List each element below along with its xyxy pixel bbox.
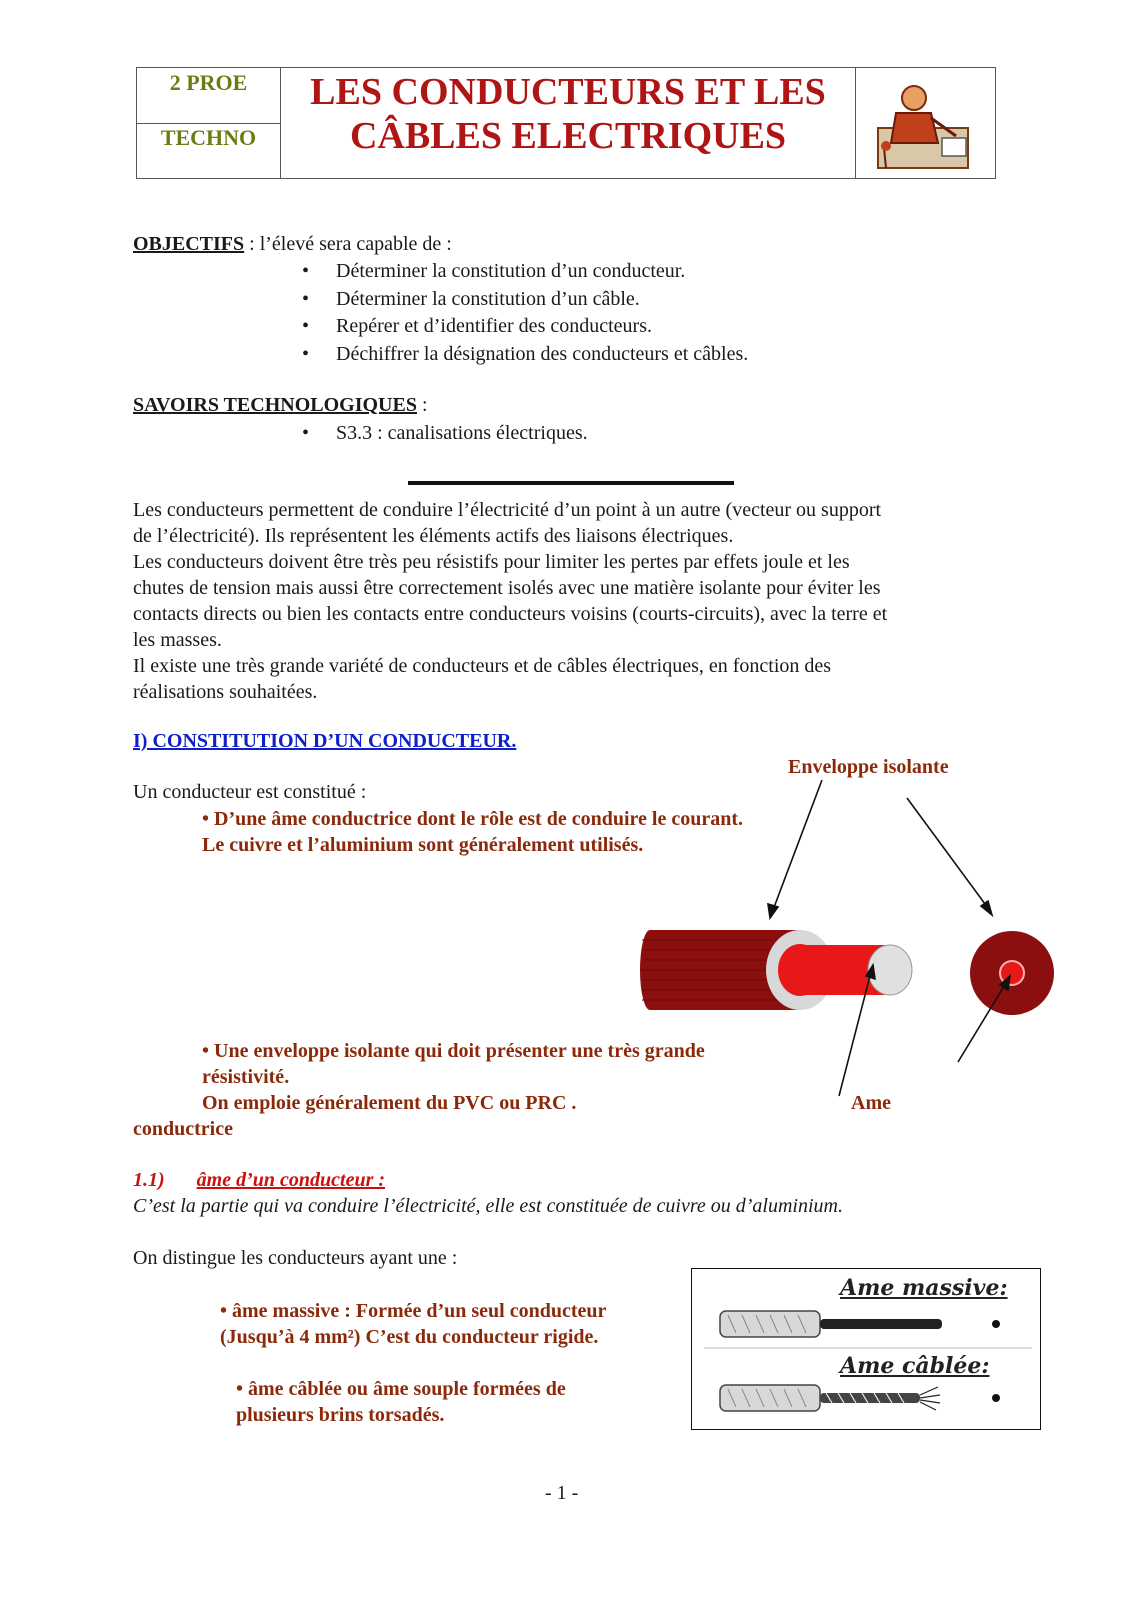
illustration-icon	[856, 68, 995, 176]
ame-cablee-line-1: • âme câblée ou âme souple formées de	[236, 1378, 566, 1400]
point-ame-line-1: • D’une âme conductrice dont le rôle est de conduire le courant.	[202, 808, 743, 830]
conductor-cross-section	[970, 931, 1054, 1015]
section-1-1-heading-line	[133, 1167, 385, 1193]
label-ame: Ame	[851, 1092, 891, 1114]
point-enveloppe-line-2: résistivité.	[202, 1066, 290, 1088]
title-line-2: CÂBLES ELECTRIQUES	[349, 115, 787, 157]
objectifs-list	[302, 258, 748, 367]
savoirs-heading: SAVOIRS TECHNOLOGIQUES	[133, 394, 417, 416]
list-item: • Déterminer la constitution d’un câble.	[302, 287, 640, 310]
list-item: • Déterminer la constitution d’un conducteur.	[302, 260, 686, 282]
list-item: • Déchiffrer la désignation des conducteurs et câbles.	[302, 342, 749, 365]
section-1-1-heading: âme d’un conducteur :	[196, 1169, 386, 1191]
section-1-1-definition: C’est la partie qui va conduire l’électricité, elle est constituée de cuivre ou d’aluminium.	[133, 1195, 843, 1217]
intro-paragraph: Les conducteurs permettent de conduire l’électricité d’un point à un autre (vecteur ou support de l’électricité). Ils représentent les éléments actifs des liaisons électriques. Les conducteurs doivent être très peu résistifs pour limiter les pertes par effets joule et les chutes de tension mais aussi être correctement isolés avec une matière isolante pour éviter les contacts directs ou bien les contacts entre conducteurs voisins (courts-circuits), avec la terre et les masses. Il existe une très grande variété de conducteurs et de câbles électriques, en fonction des réalisations souhaitées.	[133, 499, 888, 703]
savoirs-line: SAVOIRS TECHNOLOGIQUES :	[133, 394, 428, 416]
label-ame-massive: Ame massive:	[840, 1275, 1008, 1301]
section-1-1-number: 1.1)	[133, 1169, 165, 1191]
subject-label: TECHNO	[160, 125, 257, 150]
page-title	[281, 68, 856, 178]
separator-rule	[408, 481, 734, 485]
objectifs-heading: OBJECTIFS	[133, 233, 245, 255]
objectifs-line	[133, 231, 452, 257]
point-enveloppe-line-1: • Une enveloppe isolante qui doit présenter une très grande	[202, 1040, 705, 1062]
objectifs-intro: : l’élevé sera capable de :	[244, 233, 452, 255]
savoirs-list	[302, 420, 588, 446]
section-1-heading: I) CONSTITUTION D’UN CONDUCTEUR.	[133, 730, 517, 752]
massive-wire-icon	[720, 1311, 1000, 1337]
page-number: - 1 -	[545, 1482, 579, 1504]
ame-cablee-line-2: plusieurs brins torsadés.	[236, 1404, 445, 1426]
class-label: 2 PROE	[137, 68, 280, 124]
header-table	[136, 67, 996, 179]
ame-massive-line-2: (Jusqu’à 4 mm²) C’est du conducteur rigide.	[220, 1326, 599, 1348]
section-1-intro: Un conducteur est constitué :	[133, 781, 367, 803]
ame-types-figure	[691, 1268, 1041, 1430]
title-line-1: LES CONDUCTEURS ET LES	[310, 71, 826, 113]
label-ame-cablee: Ame câblée:	[840, 1353, 990, 1379]
point-ame-line-2: Le cuivre et l’aluminium sont généralement utilisés.	[202, 834, 644, 856]
point-enveloppe-line-3: On emploie généralement du PVC ou PRC .	[202, 1092, 577, 1114]
ame-types-drawing	[692, 1269, 1039, 1428]
list-item: • S3.3 : canalisations électriques.	[302, 422, 588, 444]
stranded-wire-icon	[720, 1385, 1000, 1411]
ame-massive-line-1: • âme massive : Formée d’un seul conducteur	[220, 1300, 607, 1322]
list-item: • Repérer et d’identifier des conducteurs.	[302, 315, 652, 337]
conductor-diagram	[640, 780, 1080, 1120]
logo-cell	[856, 68, 995, 178]
section-1-1-intro: On distingue les conducteurs ayant une :	[133, 1247, 458, 1269]
label-enveloppe-isolante: Enveloppe isolante	[788, 756, 949, 778]
header-left-cell	[137, 68, 281, 178]
label-conductrice: conductrice	[133, 1118, 233, 1140]
